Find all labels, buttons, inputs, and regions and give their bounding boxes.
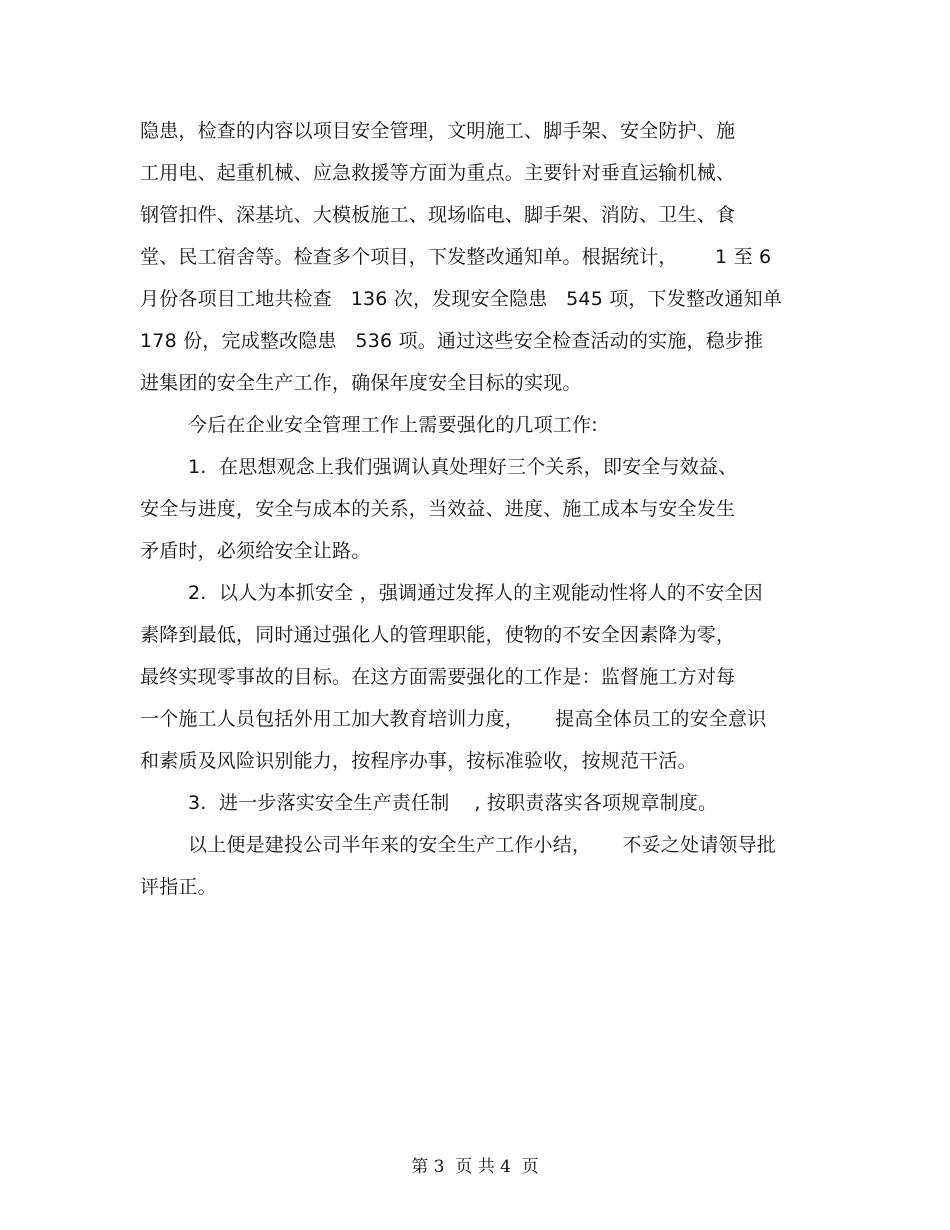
text-line: 3. 进一步落实安全生产责任制 , 按职责落实各项规章制度。	[188, 792, 718, 814]
text-line: 最终实现零事故的目标。在这方面需要强化的工作是：监督施工方对每	[140, 666, 736, 688]
text-line: 钢管扣件、深基坑、大模板施工、现场临电、脚手架、消防、卫生、食	[140, 204, 736, 226]
text-line: 隐患，检查的内容以项目安全管理，文明施工、脚手架、安全防护、施	[140, 120, 736, 142]
text-line: 一个施工人员包括外用工加大教育培训力度， 提高全体员工的安全意识	[140, 708, 767, 730]
text-line: 以上便是建投公司半年来的安全生产工作小结， 不妥之处请领导批	[188, 834, 776, 856]
text-line: 今后在企业安全管理工作上需要强化的几项工作:	[188, 414, 598, 436]
text-line: 安全与进度，安全与成本的关系，当效益、进度、施工成本与安全发生	[140, 498, 736, 520]
text-line: 178 份，完成整改隐患 536 项。通过这些安全检查活动的实施，稳步推	[140, 330, 764, 352]
text-line: 工用电、起重机械、应急救援等方面为重点。主要针对垂直运输机械、	[140, 162, 736, 184]
text-line: 堂、民工宿舍等。检查多个项目，下发整改通知单。根据统计， 1 至 6	[140, 246, 772, 268]
text-line: 1. 在思想观念上我们强调认真处理好三个关系，即安全与效益、	[188, 456, 738, 478]
page-footer: 第 3 页 共 4 页	[411, 1157, 539, 1177]
text-line: 2. 以人为本抓安全 ，强调通过发挥人的主观能动性将人的不安全因	[188, 582, 763, 604]
text-line: 素降到最低，同时通过强化人的管理职能，使物的不安全因素降为零，	[140, 624, 736, 646]
document-body	[140, 110, 820, 908]
text-line: 和素质及风险识别能力，按程序办事，按标准验收，按规范干活。	[140, 750, 697, 772]
text-line: 进集团的安全生产工作，确保年度安全目标的实现。	[140, 372, 582, 394]
text-line: 月份各项目工地共检查 136 次，发现安全隐患 545 项，下发整改通知单	[140, 288, 783, 310]
text-line: 评指正。	[140, 876, 217, 898]
text-line: 矛盾时，必须给安全让路。	[140, 540, 371, 562]
